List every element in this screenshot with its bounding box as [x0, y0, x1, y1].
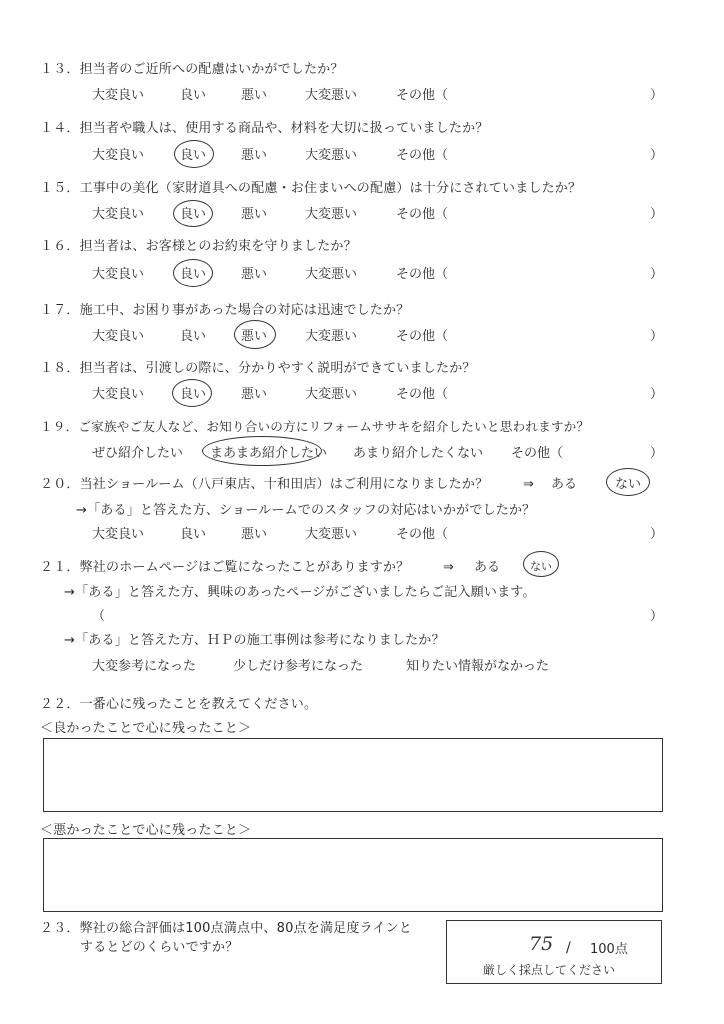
q18-text: １８．担当者は、引渡しの際に、分かりやすく説明ができていましたか？: [40, 361, 476, 376]
q20-option-no[interactable]: ない: [615, 477, 642, 492]
q19-option-somewhat[interactable]: まあまあ紹介したい: [210, 446, 328, 461]
q18-option-bad[interactable]: 悪い: [241, 387, 268, 402]
q14-option-good[interactable]: 良い: [180, 148, 207, 163]
q16-option-good[interactable]: 良い: [180, 267, 207, 282]
q23-score-handwritten: 75: [529, 933, 554, 955]
q21-option-slightly-helpful[interactable]: 少しだけ参考になった: [233, 659, 364, 674]
q17-close-paren: ）: [650, 329, 664, 344]
q22-good-answer-box[interactable]: [43, 738, 663, 812]
q15-option-very-bad[interactable]: 大変悪い: [305, 207, 358, 222]
q21-close-paren: ）: [650, 609, 664, 624]
q15-option-very-good[interactable]: 大変良い: [92, 207, 145, 222]
q22-bad-label: ＜悪かったことで心に残ったこと＞: [40, 823, 252, 838]
q19-option-other[interactable]: その他（: [511, 446, 564, 461]
q14-text: １４．担当者や職人は、使用する商品や、材料を大切に扱っていましたか？: [40, 121, 489, 136]
q20-option-bad[interactable]: 悪い: [241, 527, 268, 542]
q20-option-very-good[interactable]: 大変良い: [92, 527, 145, 542]
q16-option-very-good[interactable]: 大変良い: [92, 267, 145, 282]
q21-open-paren: （: [92, 609, 106, 624]
q20-option-other[interactable]: その他（: [396, 527, 449, 542]
q13-option-bad[interactable]: 悪い: [241, 88, 268, 103]
q17-text: １７．施工中、お困り事があった場合の対応は迅速でしたか？: [40, 303, 410, 318]
q13-option-very-good[interactable]: 大変良い: [92, 88, 145, 103]
q14-close-paren: ）: [650, 148, 664, 163]
q17-option-very-good[interactable]: 大変良い: [92, 329, 145, 344]
q20-option-very-bad[interactable]: 大変悪い: [305, 527, 358, 542]
q14-option-bad[interactable]: 悪い: [241, 148, 268, 163]
q20-option-good[interactable]: 良い: [180, 527, 207, 542]
q21-text: ２１．弊社のホームページはご覧になったことがありますか？: [40, 560, 410, 575]
q20-option-yes[interactable]: ある: [551, 477, 578, 492]
q18-option-very-good[interactable]: 大変良い: [92, 387, 145, 402]
q16-close-paren: ）: [650, 267, 664, 282]
q23-text-line1: ２３．弊社の総合評価は100点満点中、80点を満足度ラインと: [40, 921, 412, 936]
q19-text: １９．ご家族やご友人など、お知り合いの方にリフォームササキを紹介したいと思われますか？: [40, 419, 590, 434]
q21-option-very-helpful[interactable]: 大変参考になった: [92, 659, 197, 674]
q18-close-paren: ）: [650, 387, 664, 402]
q22-text: ２２．一番心に残ったことを教えてください。: [40, 697, 318, 712]
q21-option-yes[interactable]: ある: [474, 560, 501, 575]
q15-option-bad[interactable]: 悪い: [241, 207, 268, 222]
q19-option-not-really[interactable]: あまり紹介したくない: [353, 446, 484, 461]
q20-arrow: ⇒: [523, 477, 534, 492]
q13-text: １３．担当者のご近所への配慮はいかがでしたか？: [40, 62, 344, 77]
q14-option-very-good[interactable]: 大変良い: [92, 148, 145, 163]
q14-option-other[interactable]: その他（: [396, 148, 449, 163]
q17-option-bad[interactable]: 悪い: [241, 329, 268, 344]
q21-option-not-found[interactable]: 知りたい情報がなかった: [406, 659, 550, 674]
q17-option-good[interactable]: 良い: [180, 329, 207, 344]
q15-close-paren: ）: [650, 207, 664, 222]
q15-option-other[interactable]: その他（: [396, 207, 449, 222]
q18-option-very-bad[interactable]: 大変悪い: [305, 387, 358, 402]
q13-option-very-bad[interactable]: 大変悪い: [305, 88, 358, 103]
q15-text: １５．工事中の美化（家財道具への配慮・お住まいへの配慮）は十分にされていましたか？: [40, 181, 582, 196]
q20-close-paren: ）: [650, 527, 664, 542]
q16-option-other[interactable]: その他（: [396, 267, 449, 282]
q16-option-very-bad[interactable]: 大変悪い: [305, 267, 358, 282]
q23-score-box[interactable]: [446, 920, 662, 984]
q22-good-label: ＜良かったことで心に残ったこと＞: [40, 721, 252, 736]
q21-sub-question-1: →「ある」と答えた方、興味のあったページがございましたらご記入願います。: [64, 585, 536, 600]
q18-option-good[interactable]: 良い: [180, 387, 207, 402]
q13-option-other[interactable]: その他（: [396, 88, 449, 103]
q23-text-line2: するとどのくらいですか？: [80, 940, 239, 955]
q23-score-max: 100点: [590, 942, 628, 957]
q19-close-paren: ）: [650, 446, 664, 461]
q16-option-bad[interactable]: 悪い: [241, 267, 268, 282]
q20-text: ２０．当社ショールーム（八戸東店、十和田店）はご利用になりましたか？: [40, 477, 489, 492]
q23-score-slash: /: [566, 940, 571, 956]
q18-option-other[interactable]: その他（: [396, 387, 449, 402]
q22-bad-answer-box[interactable]: [43, 838, 663, 912]
q13-close-paren: ）: [650, 88, 664, 103]
q21-sub-question-2: →「ある」と答えた方、ＨＰの施工事例は参考になりましたか？: [64, 633, 445, 648]
q17-option-very-bad[interactable]: 大変悪い: [305, 329, 358, 344]
q17-option-other[interactable]: その他（: [396, 329, 449, 344]
q13-option-good[interactable]: 良い: [180, 88, 207, 103]
q19-option-definitely[interactable]: ぜひ紹介したい: [92, 446, 184, 461]
q15-option-good[interactable]: 良い: [180, 207, 207, 222]
q14-option-very-bad[interactable]: 大変悪い: [305, 148, 358, 163]
q20-sub-question: →「ある」と答えた方、ショールームでのスタッフの対応はいかがでしたか？: [76, 503, 536, 518]
q16-text: １６．担当者は、お客様とのお約束を守りましたか？: [40, 239, 357, 254]
q21-option-no[interactable]: ない: [530, 560, 552, 573]
q21-arrow: ⇒: [443, 560, 454, 575]
q23-score-note: 厳しく採点してください: [483, 963, 616, 977]
